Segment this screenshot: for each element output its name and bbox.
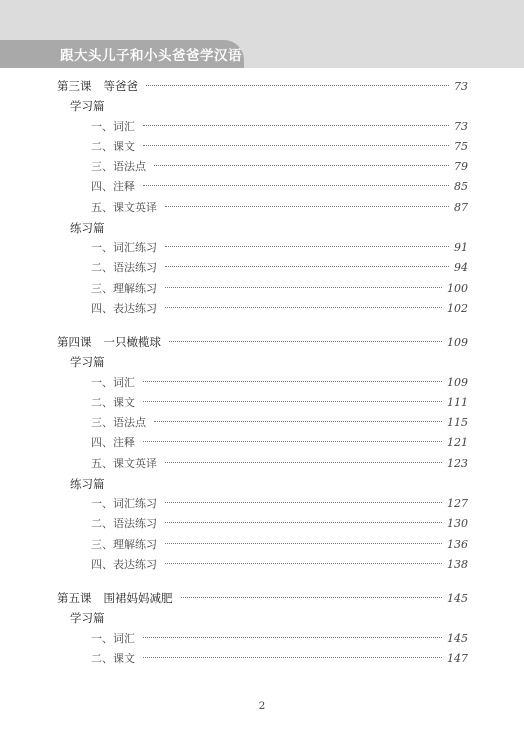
dot-leader (169, 340, 442, 342)
toc-item-label: 二、语法练习 (91, 261, 157, 275)
dot-leader (165, 542, 442, 544)
toc-item-label: 四、注释 (91, 436, 135, 450)
toc-item-label: 四、表达练习 (91, 557, 157, 571)
page-ref: 87 (454, 200, 468, 214)
dot-leader (143, 124, 449, 126)
page-ref: 91 (454, 241, 468, 254)
page-ref: 79 (454, 160, 468, 173)
page-number: 2 (258, 700, 266, 712)
toc-item-label: 三、理解练习 (91, 537, 157, 551)
toc-item-label: 四、表达练习 (91, 301, 157, 315)
toc-item (91, 301, 468, 317)
page-ref: 73 (454, 119, 468, 133)
dot-leader (165, 265, 449, 267)
toc-item-label: 二、课文 (91, 395, 135, 409)
dot-leader (143, 440, 442, 442)
toc-item (91, 537, 468, 553)
dot-leader (165, 501, 442, 503)
toc-item-label: 三、语法点 (91, 160, 146, 173)
toc-item (91, 395, 468, 411)
toc-item (91, 516, 468, 532)
page-ref: 145 (447, 592, 468, 605)
lesson-row (57, 590, 468, 606)
dot-leader (143, 636, 442, 638)
toc-item-label: 二、课文 (91, 139, 135, 153)
section-heading: 学习篇 (70, 99, 105, 114)
page-ref: 73 (454, 80, 468, 93)
lesson-number: 第三课 (57, 79, 92, 93)
toc-item (91, 631, 468, 647)
toc-item-label: 一、词汇 (91, 375, 135, 389)
lesson-label (57, 334, 161, 350)
section-heading: 练习篇 (70, 220, 105, 235)
page-ref: 138 (447, 557, 468, 571)
toc-item (91, 119, 468, 135)
dot-leader (165, 286, 442, 288)
page-ref: 147 (447, 651, 468, 665)
dot-leader (154, 164, 449, 166)
toc-item-label: 五、课文英译 (91, 456, 157, 470)
dot-leader (165, 562, 442, 564)
toc-item (91, 159, 468, 175)
section-heading: 学习篇 (70, 611, 105, 626)
section-heading: 学习篇 (70, 355, 105, 370)
dot-leader (165, 461, 442, 463)
lesson-label (57, 590, 173, 606)
toc-item-label: 一、词汇 (91, 119, 135, 133)
toc-item-label: 一、词汇练习 (91, 497, 157, 510)
dot-leader (143, 400, 442, 402)
dot-leader (143, 144, 449, 146)
dot-leader (143, 184, 449, 186)
page-ref: 94 (454, 261, 468, 275)
toc-item (91, 496, 468, 512)
section-heading: 练习篇 (70, 476, 105, 491)
toc-item-label: 一、词汇 (91, 631, 135, 645)
page-ref: 109 (447, 336, 468, 349)
lesson-number: 第四课 (57, 335, 92, 349)
toc-item (91, 260, 468, 276)
page-ref: 145 (447, 631, 468, 645)
toc-item (91, 240, 468, 256)
toc-item (91, 557, 468, 573)
toc-item (91, 281, 468, 297)
toc-item (91, 415, 468, 431)
page-ref: 85 (454, 180, 468, 194)
toc-item-label: 二、课文 (91, 651, 135, 665)
dot-leader (165, 245, 449, 247)
toc-item (91, 139, 468, 155)
dot-leader (165, 521, 442, 523)
lesson-title: 围裙妈妈减肥 (103, 591, 173, 605)
toc-item-label: 三、语法点 (91, 416, 146, 429)
lesson-label (57, 78, 138, 94)
toc-item (91, 179, 468, 195)
toc-item (91, 435, 468, 451)
lesson-number: 第五课 (57, 591, 92, 605)
toc-item (91, 651, 468, 667)
toc-item (91, 456, 468, 472)
dot-leader (143, 656, 442, 658)
toc-item-label: 三、理解练习 (91, 281, 157, 295)
dot-leader (181, 596, 443, 598)
toc-item (91, 375, 468, 391)
page-ref: 111 (447, 395, 468, 409)
page-ref: 109 (447, 375, 468, 389)
page-ref: 100 (447, 281, 468, 295)
dot-leader (146, 84, 449, 86)
book-title: 跟大头儿子和小头爸爸学汉语 (60, 48, 242, 64)
dot-leader (143, 380, 442, 382)
toc-item (91, 200, 468, 216)
lesson-title: 一只橄榄球 (103, 335, 161, 349)
toc-item-label: 一、词汇练习 (91, 241, 157, 254)
page-ref: 102 (447, 301, 468, 315)
page-ref: 136 (447, 537, 468, 551)
page-ref: 115 (447, 416, 468, 429)
toc-item-label: 二、语法练习 (91, 517, 157, 531)
dot-leader (165, 306, 442, 308)
dot-leader (154, 420, 442, 422)
page-ref: 127 (447, 497, 468, 510)
dot-leader (165, 205, 449, 207)
page-ref: 123 (447, 456, 468, 470)
lesson-row (57, 78, 468, 94)
lesson-row (57, 334, 468, 350)
page-ref: 121 (447, 436, 468, 450)
lesson-title: 等爸爸 (103, 79, 138, 93)
toc-item-label: 五、课文英译 (91, 200, 157, 214)
page-ref: 130 (447, 517, 468, 531)
toc-item-label: 四、注释 (91, 180, 135, 194)
page-ref: 75 (454, 139, 468, 153)
